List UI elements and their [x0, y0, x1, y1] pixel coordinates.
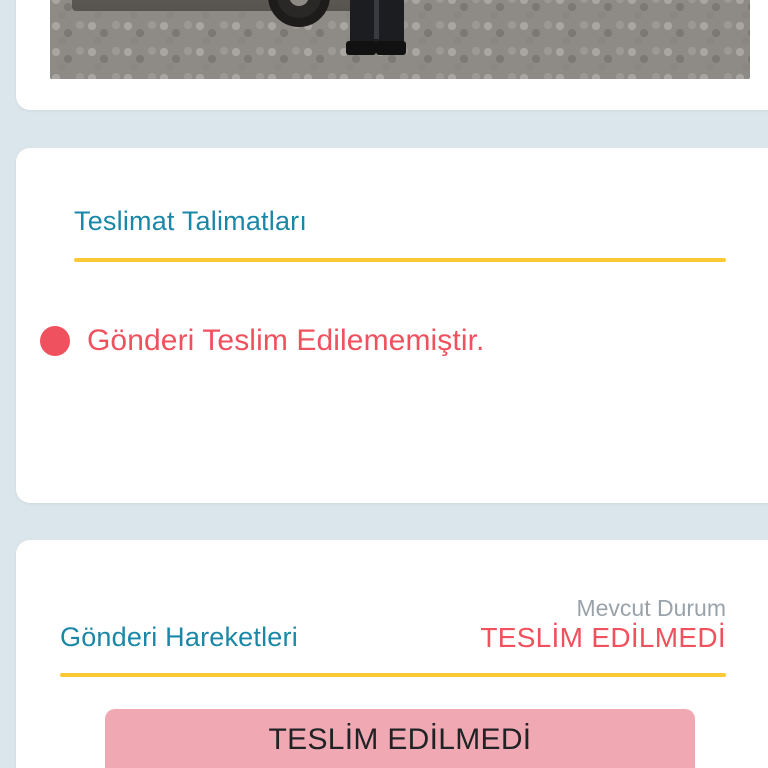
shipment-movements-card	[16, 540, 768, 768]
delivery-status-text: Gönderi Teslim Edilememiştir.	[87, 324, 485, 357]
red-dot-icon	[40, 326, 70, 356]
delivery-status-row	[16, 262, 768, 358]
courier-person	[350, 0, 404, 45]
shipment-movements-title: Gönderi Hareketleri	[60, 622, 298, 653]
delivery-photo-card	[16, 0, 768, 110]
delivery-attempt-photo[interactable]	[50, 0, 750, 79]
current-status-label: Mevcut Durum	[576, 595, 726, 621]
current-status-value: TESLİM EDİLMEDİ	[480, 621, 726, 653]
movements-underline	[60, 673, 726, 677]
current-status-block	[480, 596, 726, 653]
delivery-instructions-card	[16, 148, 768, 503]
status-badge[interactable]: TESLİM EDİLMEDİ	[105, 709, 695, 768]
delivery-instructions-title: Teslimat Talimatları	[74, 206, 308, 236]
shoe-left	[346, 41, 376, 55]
shoe-right	[376, 41, 406, 55]
